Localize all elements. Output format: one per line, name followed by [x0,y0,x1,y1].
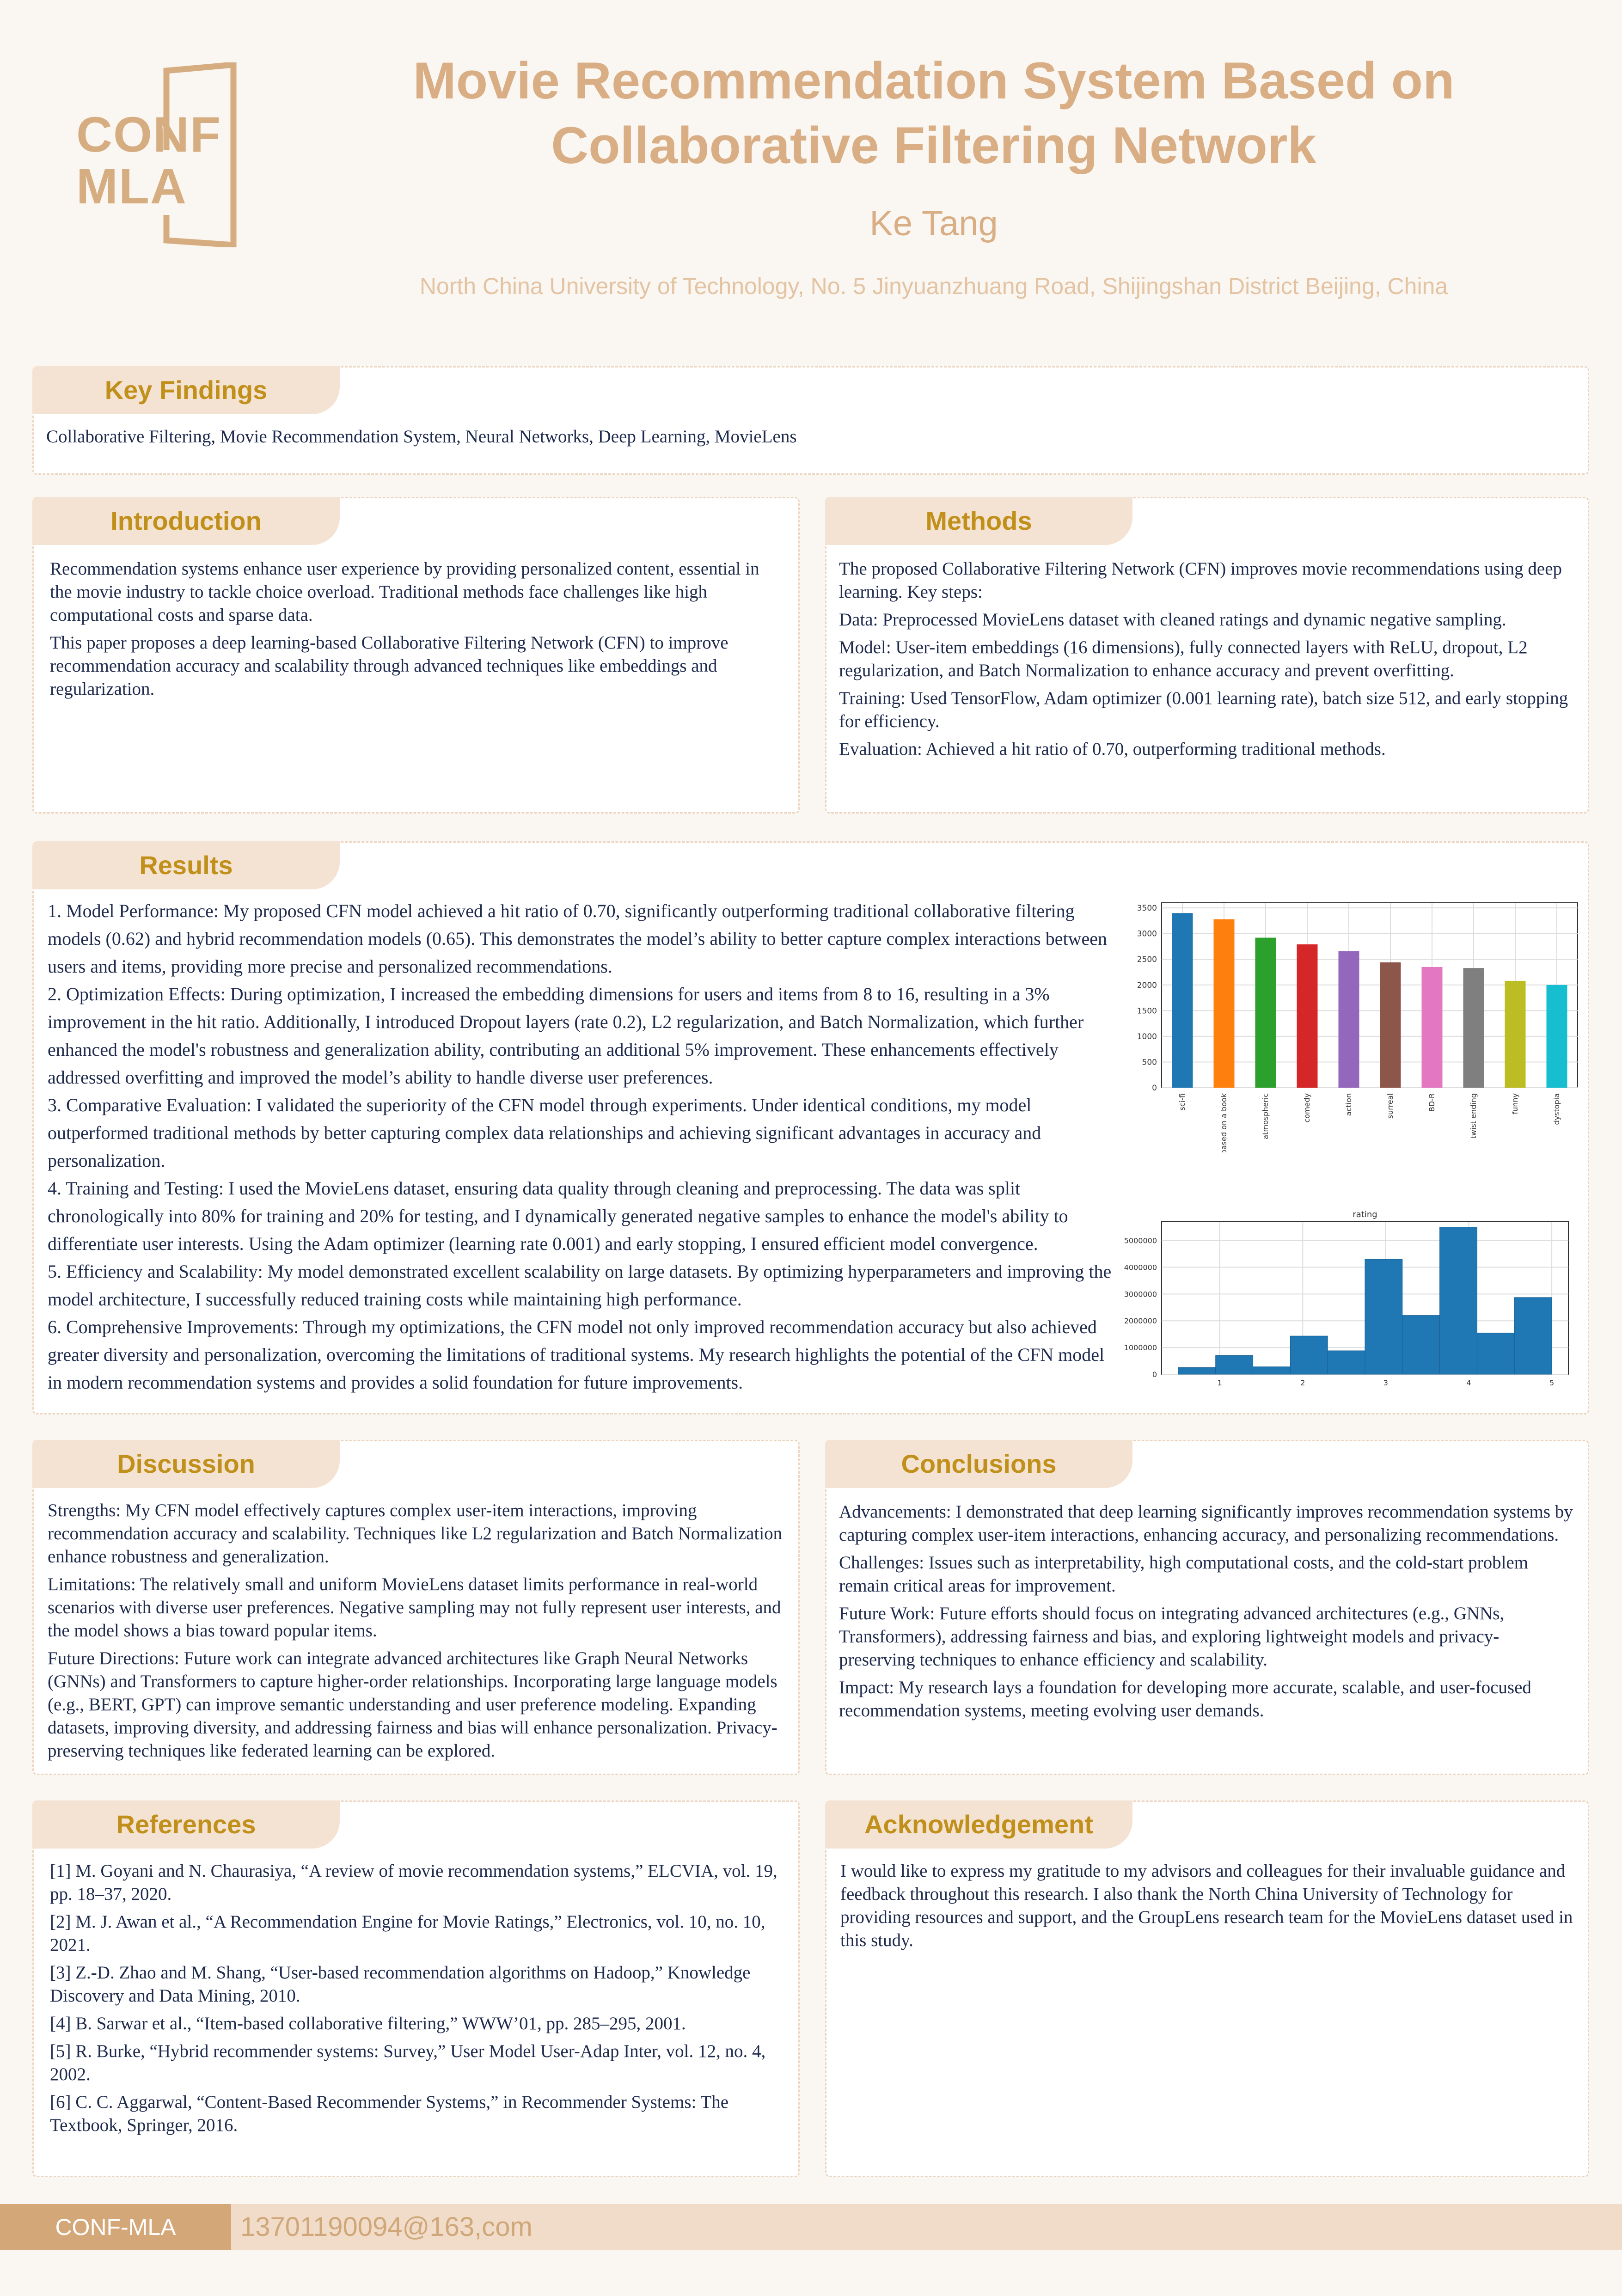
y-tick-label: 0 [1152,1370,1157,1379]
x-tick-label: comedy [1303,1093,1311,1123]
tag-count-bar-chart-svg [1106,894,1582,1152]
reference-item: [3] Z.-D. Zhao and M. Shang, “User-based recommendation algorithms on Hadoop,” Knowledge Discovery and Data Mining, 2010. [50,1963,751,2006]
methods-paragraph: Data: Preprocessed MovieLens dataset with cleaned ratings and dynamic negative sampling. [839,610,1506,630]
bar [1547,985,1567,1088]
histogram-bar [1328,1351,1365,1374]
results-paragraph: 1. Model Performance: My proposed CFN model achieved a hit ratio of 0.70, significantly outperforming traditional collaborative filtering models (0.62) and hybrid recommendation models (0.65). This demonstrates the model’s ability to better capture complex interactions between users and items, providing more precise and personalized recommendations. [48,900,1107,977]
y-tick-label: 2000000 [1124,1316,1157,1326]
introduction-paragraph: This paper proposes a deep learning-based Collaborative Filtering Network (CFN) to improve recommendation accuracy and scalability through advanced techniques like embeddings and regularization. [50,633,728,699]
results-paragraph: 3. Comparative Evaluation: I validated the superiority of the CFN model through experiments. Under identical conditions, my model outperformed traditional methods by better capturing complex data relationships and achieving significant advantages in accuracy and personalization. [48,1095,1041,1171]
acknowledgement-text: I would like to express my gratitude to my advisors and colleagues for their invaluable guidance and feedback throughout this research. I also thank the North China University of Technology for providing resources and support, and the GroupLens research team for the MovieLens dataset used in this study. [840,1861,1573,1950]
methods-heading-text: Methods [925,506,1032,535]
key-findings-panel [32,366,1589,475]
results-paragraph: 2. Optimization Effects: During optimization, I increased the embedding dimensions for users and items from 8 to 16, resulting in a 3% improvement in the hit ratio. Additionally, I introduced Dropout layers (rate 0.2), L2 regularization, and Batch Normalization, which further enhanced the model's robustness and generalization ability, contributing an additional 5% improvement. These enhancements effectively addressed overfitting and improved the model’s ability to handle diverse user preferences. [48,984,1084,1088]
histogram-bar [1477,1333,1514,1374]
x-tick-label: action [1344,1093,1353,1116]
histogram-bar [1178,1368,1216,1374]
rating-histogram-svg [1097,1203,1582,1393]
introduction-heading-text: Introduction [110,506,262,535]
histogram-bar [1290,1336,1328,1374]
discussion-paragraph: Limitations: The relatively small and uniform MovieLens dataset limits performance in real-world scenarios with diverse user preferences. Negative sampling may not fully represent user interests, and the model shows a bias toward popular items. [48,1574,781,1641]
y-tick-label: 0 [1152,1084,1157,1093]
bar [1422,967,1443,1088]
references-heading [32,1800,340,1849]
bar [1505,981,1526,1088]
key-findings-heading [32,366,340,414]
tag-count-bar-chart [1106,894,1582,1152]
results-paragraph: 5. Efficiency and Scalability: My model demonstrated excellent scalability on large datasets. By optimizing hyperparameters and improving the model architecture, I successfully reduced training costs while maintaining high performance. [48,1261,1112,1310]
y-tick-label: 2000 [1137,980,1157,990]
y-tick-label: 3500 [1137,904,1157,913]
discussion-heading-text: Discussion [117,1449,255,1478]
results-heading [32,841,340,889]
discussion-paragraph: Strengths: My CFN model effectively captures complex user-item interactions, improving recommendation accuracy and scalability. Techniques like L2 regularization and Batch Normalization enhance robustness and generalization. [48,1500,783,1567]
logo-text [76,106,221,214]
x-tick-label: 5 [1549,1378,1555,1387]
footer-conference: CONF-MLA [0,2204,231,2250]
key-findings-heading-text: Key Findings [104,375,268,404]
discussion-panel [32,1440,800,1775]
conclusions-body [839,1500,1574,1727]
methods-paragraph: Training: Used TensorFlow, Adam optimizer (0.001 learning rate), batch size 512, and early stopping for efficiency. [839,688,1568,731]
bar [1463,968,1484,1088]
affiliation: North China University of Technology, No. 5 Jinyuanzhuang Road, Shijingshan District Beijing, China [419,273,1448,299]
rating-histogram [1097,1203,1582,1393]
histogram-bar [1514,1298,1552,1374]
title-line-1: Movie Recommendation System Based on [413,52,1455,110]
methods-paragraph: Model: User-item embeddings (16 dimensions), fully connected layers with ReLU, dropout, L2 regularization, and Batch Normalization to enhance accuracy and prevent overfitting. [839,637,1528,680]
acknowledgement-heading-text: Acknowledgement [864,1810,1093,1839]
reference-item: [4] B. Sarwar et al., “Item-based collaborative filtering,” WWW’01, pp. 285–295, 2001. [50,2014,686,2033]
key-findings-body [46,425,1572,453]
conclusions-heading-text: Conclusions [901,1449,1057,1478]
y-tick-label: 500 [1142,1058,1157,1067]
logo-line-2: MLA [76,158,187,214]
y-tick-label: 4000000 [1124,1263,1157,1272]
results-heading-text: Results [139,851,233,880]
bar [1297,944,1318,1088]
x-tick-label: atmospheric [1261,1093,1270,1139]
conclusions-paragraph: Impact: My research lays a foundation for developing more accurate, scalable, and user-focused recommendation systems, meeting evolving user demands. [839,1678,1531,1720]
title-line-2: Collaborative Filtering Network [551,116,1316,174]
results-paragraph: 6. Comprehensive Improvements: Through my optimizations, the CFN model not only improved recommendation accuracy but also achieved greater diversity and personalization, overcoming the limitations of traditional systems. My research highlights the potential of the CFN model in modern recommendation systems and provides a solid foundation for future improvements. [48,1316,1105,1393]
histogram-bar [1253,1367,1291,1374]
y-tick-label: 3000 [1137,929,1157,939]
x-tick-label: 4 [1466,1378,1471,1387]
footer-email: 13701190094@163,com [240,2212,533,2242]
y-tick-label: 2500 [1137,955,1157,965]
bar [1172,913,1193,1088]
results-panel [32,841,1589,1414]
introduction-paragraph: Recommendation systems enhance user experience by providing personalized content, essential in the movie industry to tackle choice overload. Traditional methods face challenges like high computational costs and sparse data. [50,559,759,625]
x-tick-label: 2 [1300,1378,1305,1387]
logo-line-1: CONF [76,106,221,162]
x-tick-label: 1 [1217,1378,1222,1387]
conclusions-paragraph: Challenges: Issues such as interpretability, high computational costs, and the cold-start problem remain critical areas for improvement. [839,1553,1529,1596]
introduction-heading [32,497,340,545]
bar [1214,919,1235,1088]
y-tick-label: 5000000 [1124,1236,1157,1245]
x-tick-label: dystopia [1552,1093,1561,1125]
conclusions-panel [825,1440,1589,1775]
introduction-body [50,557,785,705]
key-findings-text: Collaborative Filtering, Movie Recommendation System, Neural Networks, Deep Learning, MovieLens [46,427,797,447]
methods-paragraph: The proposed Collaborative Filtering Network (CFN) improves movie recommendations using deep learning. Key steps: [839,559,1562,602]
methods-body [839,557,1574,765]
acknowledgement-panel [825,1800,1589,2177]
methods-paragraph: Evaluation: Achieved a hit ratio of 0.70, outperforming traditional methods. [839,739,1386,759]
y-tick-label: 3000000 [1124,1290,1157,1299]
references-panel [32,1800,800,2177]
acknowledgement-body [840,1860,1575,1957]
references-heading-text: References [116,1810,256,1839]
x-tick-label: BD-R [1427,1093,1436,1112]
references-body [50,1860,785,2142]
poster-title [296,49,1572,178]
x-tick-label: 3 [1383,1378,1388,1387]
footer-bar [0,2204,1622,2250]
reference-item: [2] M. J. Awan et al., “A Recommendation Engine for Movie Ratings,” Electronics, vol. 10, no. 10, 2021. [50,1912,765,1955]
results-paragraph: 4. Training and Testing: I used the MovieLens dataset, ensuring data quality through cleaning and preprocessing. The data was split chronologically into 80% for training and 20% for testing, and I dynamically generated negative samples to enhance the model's ability to differentiate user interests. Using the Adam optimizer (learning rate 0.001) and early stopping, I ensured efficient model convergence. [48,1178,1068,1254]
chart-title: rating [1353,1210,1377,1219]
bar [1339,951,1359,1088]
methods-heading [825,497,1132,545]
reference-item: [5] R. Burke, “Hybrid recommender systems: Survey,” User Model User-Adap Inter, vol. 12, no. 4, 2002. [50,2041,766,2084]
histogram-bar [1440,1227,1477,1374]
author-name: Ke Tang [869,204,998,243]
methods-panel [825,497,1589,814]
discussion-heading [32,1440,340,1488]
histogram-bar [1216,1355,1253,1374]
conclusions-paragraph: Future Work: Future efforts should focus on integrating advanced architectures (e.g., GNNs, Transformers), addressing fairness and bias, and exploring lightweight models and privacy-preserving techniques to enhance efficiency and scalability. [839,1604,1505,1670]
discussion-paragraph: Future Directions: Future work can integrate advanced architectures like Graph Neural Networks (GNNs) and Transformers to capture higher-order relationships. Incorporating large language models (e.g., BERT, GPT) can improve semantic understanding and user preference modeling. Expanding datasets, improving diversity, and addressing fairness and bias will enhance personalization. Privacy-preserving techniques like federated learning can be explored. [48,1648,777,1761]
introduction-panel [32,497,800,814]
y-tick-label: 1500 [1137,1006,1157,1016]
discussion-body [48,1499,787,1767]
y-tick-label: 1000 [1137,1032,1157,1041]
x-tick-label: sci-fi [1178,1093,1187,1111]
reference-item: [6] C. C. Aggarwal, “Content-Based Recommender Systems,” in Recommender Systems: The Textbook, Springer, 2016. [50,2092,729,2135]
reference-item: [1] M. Goyani and N. Chaurasiya, “A review of movie recommendation systems,” ELCVIA, vol. 19, pp. 18–37, 2020. [50,1861,777,1904]
conclusions-heading [825,1440,1132,1488]
bar [1255,938,1276,1088]
histogram-bar [1402,1316,1440,1374]
conference-logo [76,62,243,247]
results-body [48,897,1120,1396]
histogram-bar [1365,1259,1402,1374]
x-tick-label: surreal [1386,1093,1395,1119]
acknowledgement-heading [825,1800,1132,1849]
x-tick-label: based on a book [1219,1093,1228,1152]
y-tick-label: 1000000 [1124,1343,1157,1353]
x-tick-label: twist ending [1469,1093,1478,1139]
bar [1380,962,1401,1088]
conclusions-paragraph: Advancements: I demonstrated that deep learning significantly improves recommendation systems by capturing complex user-item interactions, enhancing accuracy, and personalizing recommendations. [839,1502,1573,1545]
x-tick-label: funny [1511,1093,1519,1114]
